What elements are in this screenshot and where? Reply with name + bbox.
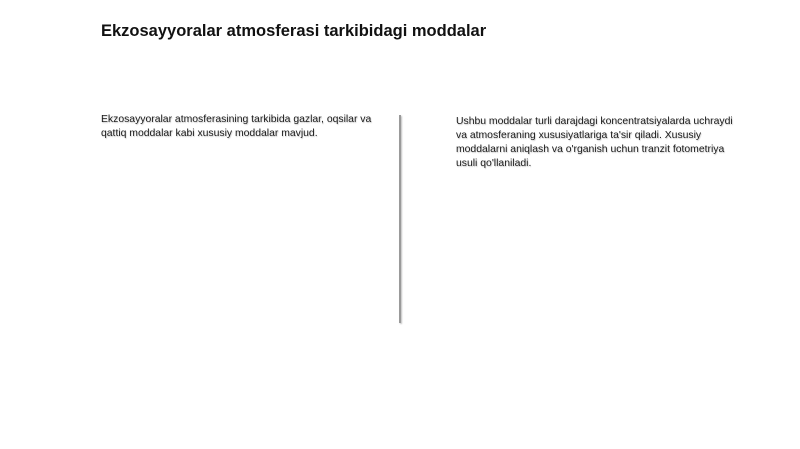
left-column-text: Ekzosayyoralar atmosferasining tarkibida gazlar, oqsilar va qattiq moddalar kabi xususiy moddalar mavjud. bbox=[101, 114, 372, 139]
slide-title: Ekzosayyoralar atmosferasi tarkibidagi moddalar bbox=[101, 22, 487, 40]
column-divider bbox=[399, 115, 401, 323]
right-column-text: Ushbu moddalar turli darajdagi koncentratsiyalarda uchraydi va atmosferaning xususiyatlariga ta'sir qiladi. Xususiy moddalarni aniqlash va o'rganish uchun tranzit fotometriya usuli qo'llaniladi. bbox=[456, 116, 733, 169]
